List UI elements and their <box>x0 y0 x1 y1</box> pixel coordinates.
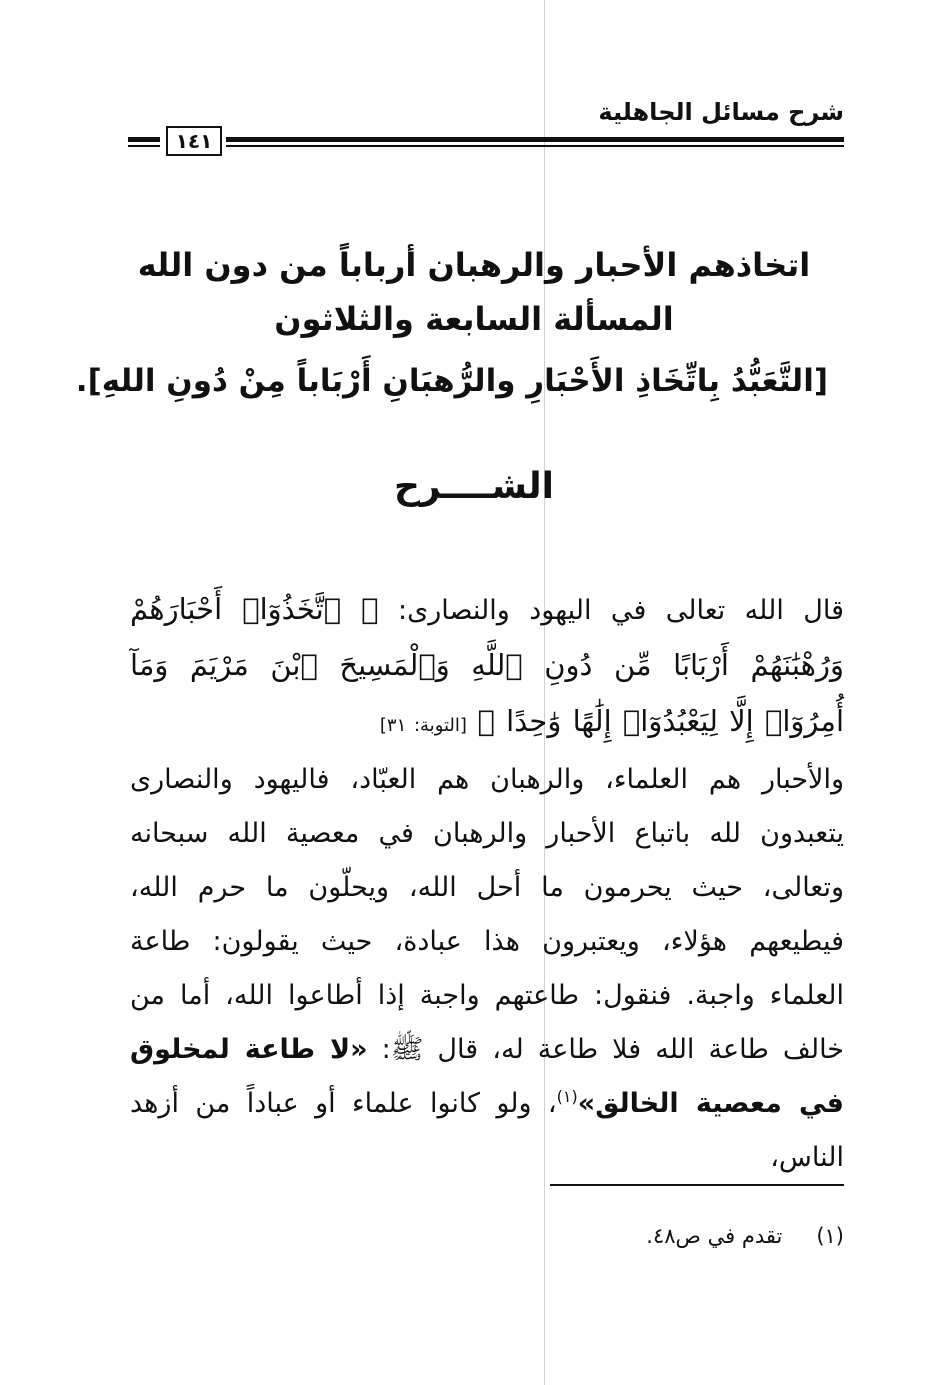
commentary-paragraph-main <box>130 753 844 1185</box>
section-title: اتخاذهم الأحبار والرهبان أرباباً من دون الله <box>137 246 811 284</box>
header-rule <box>226 137 844 147</box>
commentary-main-text: والأحبار هم العلماء، والرهبان هم العبّاد، فاليهود والنصارى يتعبدون لله باتباع الأحبار والرهبان في معصية الله سبحانه وتعالى، حيث يحرمون ما أحل الله، ويحلّون ما حرم الله، فيطيعهم هؤلاء، ويعتبرون هذا عبادة، حيث يقولون: طاعة العلماء واجبة. فنقول: طاعتهم واجبة إذا أطاعوا الله، أما من خالف طاعة الله فلا طاعة له، قال ﷺ: <box>130 764 844 1065</box>
commentary-heading: الشــــرح <box>393 466 555 507</box>
footnote-text: تقدم في ص٤٨. <box>646 1224 783 1248</box>
commentary-continuation: ، ولو كانوا علماء أو عباداً من أزهد الناس، <box>130 1088 844 1173</box>
hadith-text: «لا طاعة لمخلوق في معصية الخالق» <box>130 1034 844 1119</box>
quran-introduction: قال الله تعالى في اليهود والنصارى: <box>378 595 844 626</box>
commentary-paragraph-quran <box>130 582 844 753</box>
footnote-separator <box>550 1184 844 1186</box>
page-number: ١٤١ <box>166 126 222 156</box>
commentary-body <box>130 582 844 1185</box>
section-subtitle: المسألة السابعة والثلاثون <box>274 300 674 338</box>
running-head: شرح مسائل الجاهلية <box>598 98 844 126</box>
footnote-reference: (١) <box>556 1087 578 1106</box>
quran-citation: [التوبة: ٣١] <box>379 715 467 736</box>
quran-verse: ﴿ ٱتَّخَذُوٓا۟ أَحْبَارَهُمْ وَرُهْبَٰنَهُمْ أَرْبَابًا مِّن دُونِ ٱللَّهِ وَٱلْمَسِيحَ ٱبْنَ مَرْيَمَ وَمَآ أُمِرُوٓا۟ إِلَّا لِيَعْبُدُوٓا۟ إِلَٰهًا وَٰحِدًا ﴾ <box>130 592 844 738</box>
page-number-side-rule <box>128 137 160 147</box>
section-heading-block <box>75 238 828 514</box>
issue-text: [التَّعَبُّدُ بِاتِّخَاذِ الأَحْبَارِ والرُّهبَانِ أَرْبَاباً مِنْ دُونِ اللهِ]. <box>75 363 828 399</box>
footnote-item <box>646 1224 844 1248</box>
footnote-number: (١) <box>816 1224 844 1248</box>
